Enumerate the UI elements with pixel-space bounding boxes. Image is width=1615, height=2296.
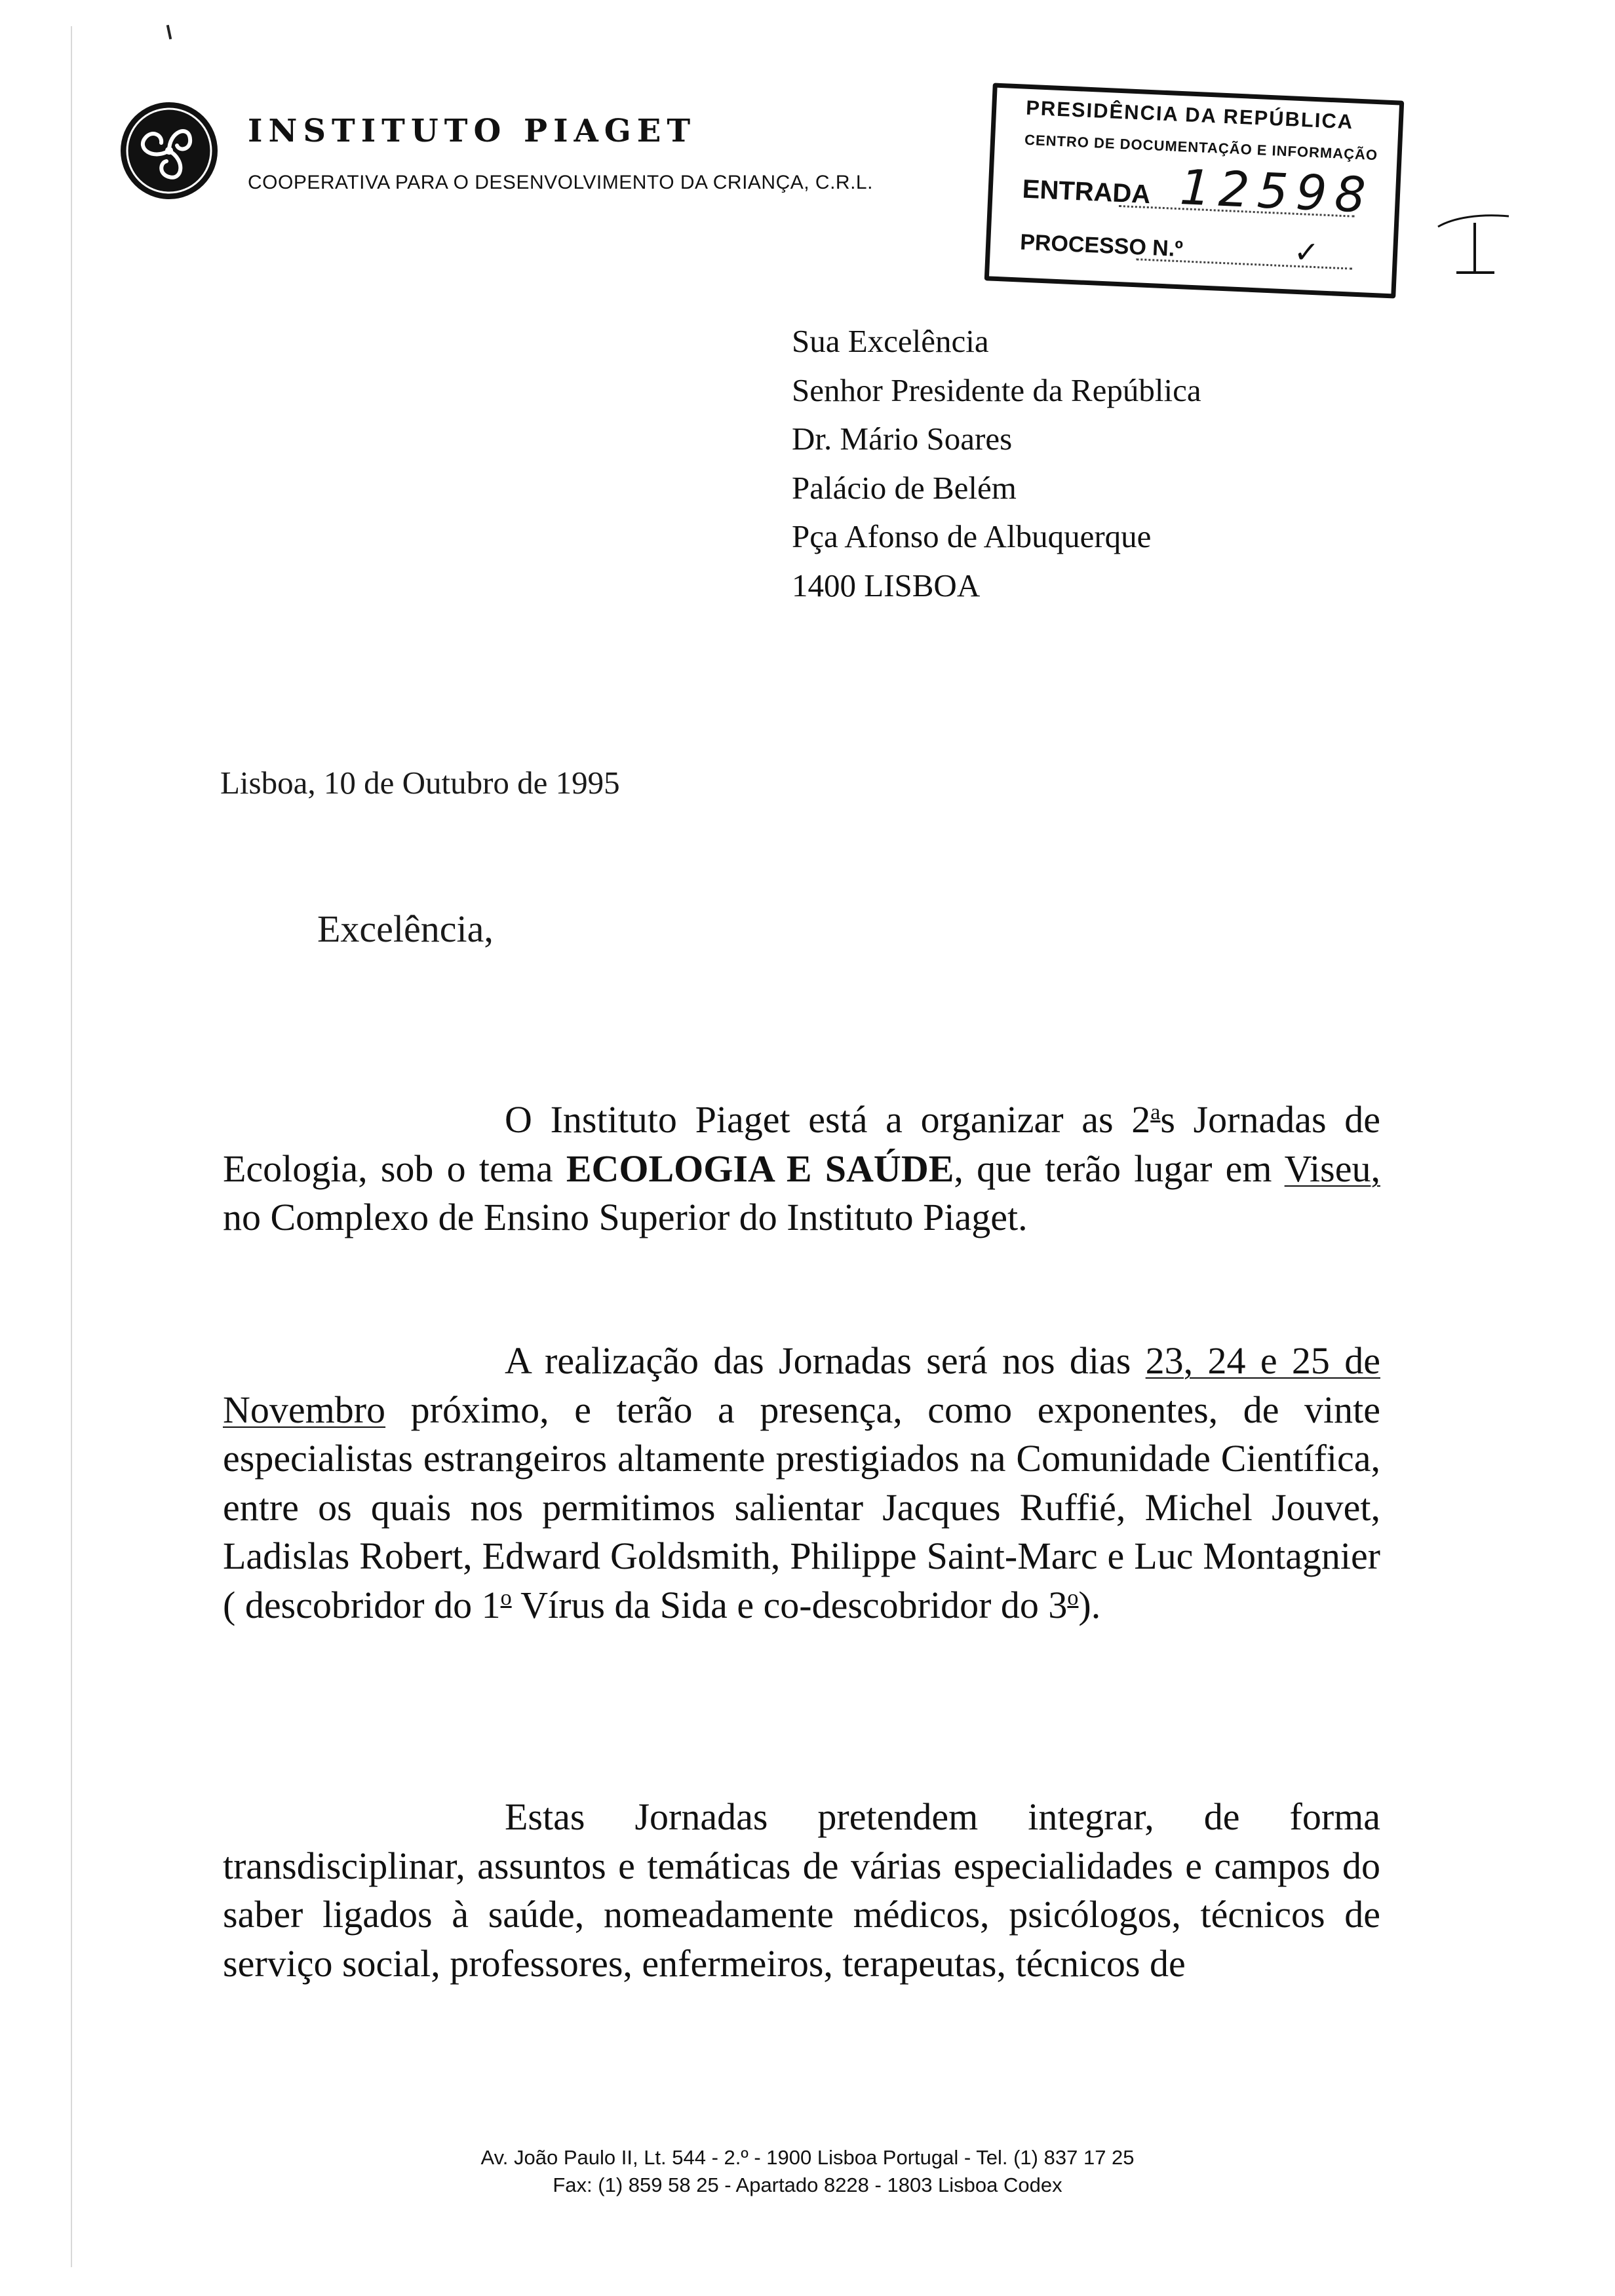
stamp-process-label: PROCESSO N.º [1019, 229, 1184, 262]
text-run: ). [1078, 1583, 1101, 1626]
date-line: Lisboa, 10 de Outubro de 1995 [220, 765, 620, 801]
salutation: Excelência, [317, 908, 494, 950]
recipient-address [792, 317, 1201, 611]
text-run: , que terão lugar em [954, 1147, 1285, 1190]
institution-name: INSTITUTO PIAGET [248, 113, 697, 149]
location-underlined: Viseu, [1284, 1147, 1380, 1190]
stamp-handwritten-mark: ✓ [1293, 233, 1320, 271]
ordinal-superscript: a [1150, 1100, 1161, 1124]
stamp-office: PRESIDÊNCIA DA REPÚBLICA [1025, 96, 1354, 134]
text-run: s Jornadas de Ecologia, sob o tema [223, 1098, 1380, 1190]
pen-mark [166, 25, 172, 39]
recipient-line: Pça Afonso de Albuquerque [792, 518, 1152, 555]
text-run: A realização das Jornadas será nos dias [505, 1339, 1146, 1382]
theme-title: ECOLOGIA E SAÚDE [566, 1147, 954, 1190]
reception-stamp [984, 83, 1405, 298]
text-run: no Complexo de Ensino Superior do Instituto Piaget. [223, 1196, 1028, 1239]
recipient-line: Sua Excelência [792, 323, 989, 359]
piaget-triskelion-logo [117, 98, 222, 203]
recipient-line: Palácio de Belém [792, 469, 1017, 506]
text-run: próximo, e terão a presença, como exponentes, de vinte especialistas estrangeiros altamente prestigiados na Comunidade Científica, entre os quais nos permitimos salientar Jacques Ruffié, Michel Jouvet, Ladislas Robert, Edward Goldsmith, Philippe Saint-Marc e Luc Montagnier ( descobridor do 1 [223, 1388, 1380, 1626]
recipient-line: Dr. Mário Soares [792, 421, 1013, 457]
dates-underlined: 23, 24 e 25 de Novembro [223, 1339, 1380, 1431]
text-run: Vírus da Sida e co-descobridor do 3 [511, 1583, 1068, 1626]
paragraph-intro [223, 1096, 1380, 1242]
stamp-department: CENTRO DE DOCUMENTAÇÃO E INFORMAÇÃO [1024, 131, 1378, 164]
page-margin-line [71, 26, 72, 2267]
paragraph-objectives: Estas Jornadas pretendem integrar, de forma transdisciplinar, assuntos e temáticas de várias especialidades e campos do saber ligados à saúde, nomeadamente médicos, psicólogos, técnicos de serviço social, professores, enfermeiros, terapeutas, técnicos de [223, 1795, 1380, 1985]
handwritten-page-number [1434, 208, 1511, 278]
text-run: O Instituto Piaget está a organizar as 2 [505, 1098, 1151, 1141]
ordinal-superscript: o [1067, 1585, 1079, 1610]
footer-contact-line: Fax: (1) 859 58 25 - Apartado 8228 - 1803 Lisboa Codex [553, 2173, 1062, 2196]
footer-address-line: Av. João Paulo II, Lt. 544 - 2.º - 1900 Lisboa Portugal - Tel. (1) 837 17 25 [480, 2146, 1135, 2169]
recipient-line: Senhor Presidente da República [792, 372, 1201, 408]
letterhead-footer [0, 2144, 1615, 2199]
recipient-line: 1400 LISBOA [792, 567, 981, 603]
institution-subtitle: COOPERATIVA PARA O DESENVOLVIMENTO DA CRIANÇA, C.R.L. [248, 172, 873, 193]
stamp-entry-label: ENTRADA [1021, 174, 1152, 210]
paragraph-dates-speakers [223, 1337, 1380, 1630]
stamp-entry-number: 12598 [1178, 159, 1375, 224]
ordinal-superscript: o [500, 1585, 512, 1610]
